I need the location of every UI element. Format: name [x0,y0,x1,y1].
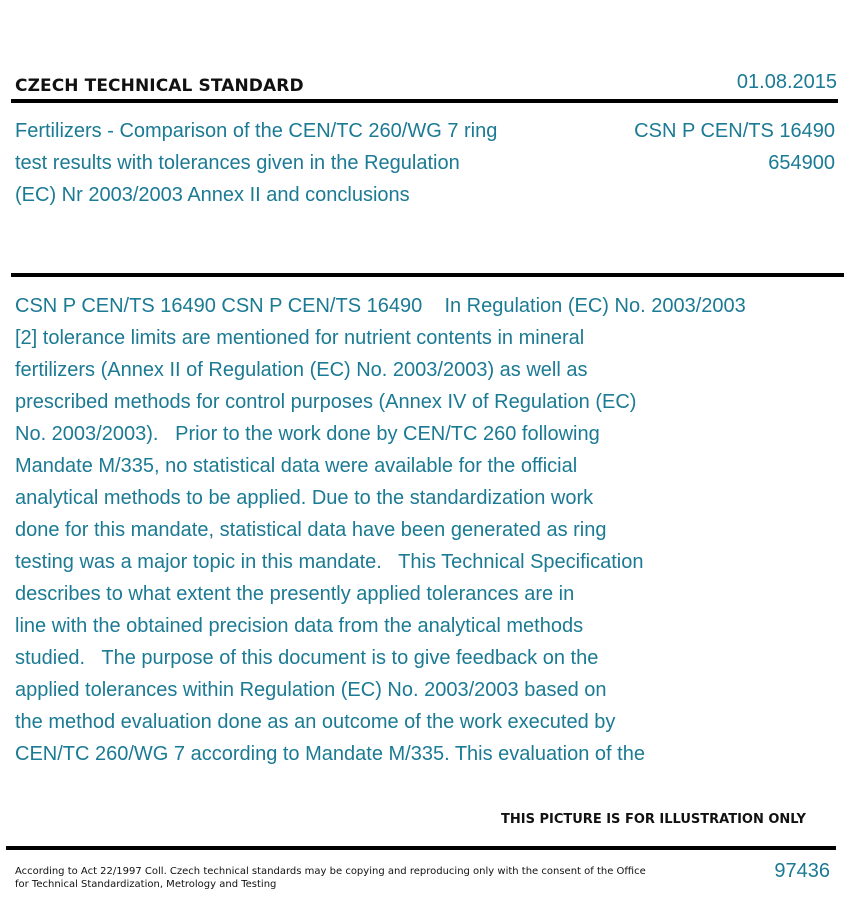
abstract-line: prescribed methods for control purposes (Annex IV of Regulation (EC) [15,391,637,413]
abstract-line: analytical methods to be applied. Due to the standardization work [15,487,594,509]
illustration-notice: THIS PICTURE IS FOR ILLUSTRATION ONLY [501,812,806,827]
abstract-line: fertilizers (Annex II of Regulation (EC) No. 2003/2003) as well as [15,359,588,381]
section-divider [11,273,844,277]
legal-line: According to Act 22/1997 Coll. Czech technical standards may be copying and reproducing only with the consent of the Office [15,866,646,877]
title-line: test results with tolerances given in the Regulation [15,152,460,174]
title-line: Fertilizers - Comparison of the CEN/TC 260/WG 7 ring [15,120,498,142]
publication-date: 01.08.2015 [736,71,837,93]
abstract-line: the method evaluation done as an outcome of the work executed by [15,711,616,733]
legal-notice [15,865,646,891]
abstract-line: No. 2003/2003). Prior to the work done by CEN/TC 260 following [15,423,600,445]
standard-code: CSN P CEN/TS 16490 [634,120,835,142]
footer-divider [6,846,836,850]
title-line: (EC) Nr 2003/2003 Annex II and conclusions [15,184,410,206]
standard-title [15,115,497,211]
abstract-line: testing was a major topic in this mandate. This Technical Specification [15,551,644,573]
abstract-line: Mandate M/335, no statistical data were available for the official [15,455,578,477]
abstract-line: [2] tolerance limits are mentioned for nutrient contents in mineral [15,327,585,349]
abstract-line: applied tolerances within Regulation (EC) No. 2003/2003 based on [15,679,607,701]
legal-line: for Technical Standardization, Metrology and Testing [15,879,277,890]
abstract-line: CSN P CEN/TS 16490 CSN P CEN/TS 16490 In Regulation (EC) No. 2003/2003 [15,295,746,317]
abstract-line: done for this mandate, statistical data have been generated as ring [15,519,607,541]
classification-number: 654900 [768,152,835,174]
abstract-line: studied. The purpose of this document is to give feedback on the [15,647,599,669]
abstract-text [15,290,746,770]
abstract-line: CEN/TC 260/WG 7 according to Mandate M/335. This evaluation of the [15,743,645,765]
abstract-line: describes to what extent the presently applied tolerances are in [15,583,575,605]
document-category-label: CZECH TECHNICAL STANDARD [15,76,304,96]
document-number: 97436 [774,860,830,882]
abstract-line: line with the obtained precision data from the analytical methods [15,615,584,637]
standard-identifiers [634,115,835,179]
header-divider [11,99,838,103]
